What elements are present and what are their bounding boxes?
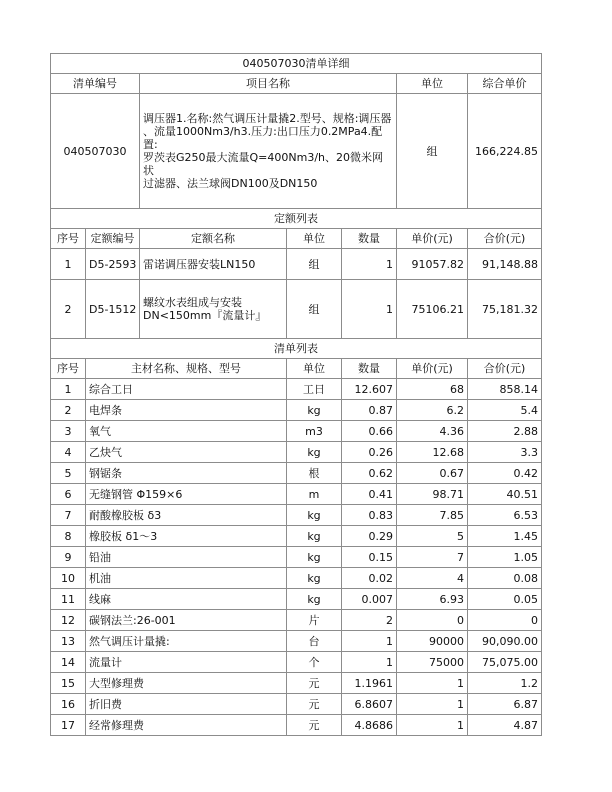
list-no: 11 [51, 589, 86, 610]
list-unit: kg [287, 442, 342, 463]
list-no: 12 [51, 610, 86, 631]
list-name: 机油 [86, 568, 287, 589]
list-no: 15 [51, 673, 86, 694]
list-price: 4.36 [397, 421, 468, 442]
list-total: 5.4 [468, 400, 542, 421]
list-total: 4.87 [468, 715, 542, 736]
list-total: 6.87 [468, 694, 542, 715]
list-no: 7 [51, 505, 86, 526]
list-name: 碳钢法兰:26-001 [86, 610, 287, 631]
list-row [51, 484, 542, 505]
quota-price: 75106.21 [397, 280, 468, 339]
list-no: 2 [51, 400, 86, 421]
list-total: 0.08 [468, 568, 542, 589]
item-unit: 组 [397, 94, 468, 209]
list-price: 1 [397, 673, 468, 694]
quota-code: D5-2593 [86, 249, 140, 280]
list-name: 无缝钢管 Φ159×6 [86, 484, 287, 505]
list-unit: kg [287, 547, 342, 568]
list-qty: 0.007 [342, 589, 397, 610]
quota-header-total: 合价(元) [468, 229, 542, 249]
list-header-price: 单价(元) [397, 359, 468, 379]
quota-row [51, 280, 542, 339]
list-section-title: 清单列表 [51, 339, 542, 359]
list-price: 6.93 [397, 589, 468, 610]
list-name: 综合工日 [86, 379, 287, 400]
list-qty: 6.8607 [342, 694, 397, 715]
description-line: 罗茨表G250最大流量Q=400Nm3/h、20微米网状 [143, 151, 384, 177]
list-unit: 元 [287, 715, 342, 736]
list-unit: 工日 [287, 379, 342, 400]
list-header-total: 合价(元) [468, 359, 542, 379]
list-no: 5 [51, 463, 86, 484]
list-price: 98.71 [397, 484, 468, 505]
list-price: 7.85 [397, 505, 468, 526]
quota-header-name: 定额名称 [140, 229, 287, 249]
list-qty: 0.26 [342, 442, 397, 463]
material-list-body [51, 379, 542, 736]
list-price: 0.67 [397, 463, 468, 484]
description-line: 调压器1.名称:然气调压计量撬2.型号、规格:调压器 [143, 112, 392, 125]
quota-name [140, 280, 287, 339]
list-qty: 0.15 [342, 547, 397, 568]
list-total: 0.42 [468, 463, 542, 484]
quota-header-qty: 数量 [342, 229, 397, 249]
list-total: 3.3 [468, 442, 542, 463]
list-no: 13 [51, 631, 86, 652]
bill-detail-table [50, 53, 542, 736]
list-qty: 0.87 [342, 400, 397, 421]
list-qty: 0.66 [342, 421, 397, 442]
list-total: 90,090.00 [468, 631, 542, 652]
list-row [51, 610, 542, 631]
list-qty: 0.02 [342, 568, 397, 589]
quota-section-title: 定额列表 [51, 209, 542, 229]
list-price: 0 [397, 610, 468, 631]
list-name: 线麻 [86, 589, 287, 610]
list-total: 0 [468, 610, 542, 631]
list-no: 9 [51, 547, 86, 568]
list-unit: 台 [287, 631, 342, 652]
list-unit: kg [287, 589, 342, 610]
quota-total: 91,148.88 [468, 249, 542, 280]
quota-unit: 组 [287, 280, 342, 339]
table-title: 040507030清单详细 [51, 54, 542, 74]
list-no: 8 [51, 526, 86, 547]
list-name: 氧气 [86, 421, 287, 442]
list-price: 6.2 [397, 400, 468, 421]
quota-name-line: 雷诺调压器安装LN150 [143, 257, 256, 271]
list-price: 4 [397, 568, 468, 589]
list-qty: 1 [342, 652, 397, 673]
list-name: 然气调压计量撬: [86, 631, 287, 652]
list-price: 75000 [397, 652, 468, 673]
list-unit: 元 [287, 694, 342, 715]
quota-name-line: DN<150mm『流量计』 [143, 309, 267, 322]
quota-qty: 1 [342, 249, 397, 280]
list-header-row [51, 359, 542, 379]
list-qty: 0.83 [342, 505, 397, 526]
list-row [51, 715, 542, 736]
list-row [51, 694, 542, 715]
list-name: 电焊条 [86, 400, 287, 421]
list-price: 1 [397, 715, 468, 736]
main-item-row [51, 94, 542, 209]
list-no: 14 [51, 652, 86, 673]
quota-header-code: 定额编号 [86, 229, 140, 249]
list-price: 12.68 [397, 442, 468, 463]
header-code: 清单编号 [51, 74, 140, 94]
list-qty: 2 [342, 610, 397, 631]
list-row [51, 589, 542, 610]
list-price: 1 [397, 694, 468, 715]
list-price: 68 [397, 379, 468, 400]
list-header-unit: 单位 [287, 359, 342, 379]
list-qty: 12.607 [342, 379, 397, 400]
list-qty: 1.1961 [342, 673, 397, 694]
list-price: 7 [397, 547, 468, 568]
list-unit: kg [287, 505, 342, 526]
quota-code: D5-1512 [86, 280, 140, 339]
header-unit: 单位 [397, 74, 468, 94]
quota-name [140, 249, 287, 280]
quota-section-title-row [51, 209, 542, 229]
quota-qty: 1 [342, 280, 397, 339]
list-qty: 0.62 [342, 463, 397, 484]
item-description [140, 94, 397, 209]
list-no: 1 [51, 379, 86, 400]
list-total: 0.05 [468, 589, 542, 610]
list-total: 858.14 [468, 379, 542, 400]
list-row [51, 442, 542, 463]
list-unit: m [287, 484, 342, 505]
list-row [51, 673, 542, 694]
list-total: 1.45 [468, 526, 542, 547]
quota-unit: 组 [287, 249, 342, 280]
list-unit: 个 [287, 652, 342, 673]
list-name: 橡胶板 δ1～3 [86, 526, 287, 547]
list-total: 1.2 [468, 673, 542, 694]
list-name: 钢锯条 [86, 463, 287, 484]
list-unit: kg [287, 526, 342, 547]
list-no: 16 [51, 694, 86, 715]
list-name: 折旧费 [86, 694, 287, 715]
list-name: 流量计 [86, 652, 287, 673]
table-title-row [51, 54, 542, 74]
quota-row [51, 249, 542, 280]
list-row [51, 568, 542, 589]
quota-header-price: 单价(元) [397, 229, 468, 249]
list-total: 40.51 [468, 484, 542, 505]
quota-total: 75,181.32 [468, 280, 542, 339]
header-name: 项目名称 [140, 74, 397, 94]
item-price: 166,224.85 [468, 94, 542, 209]
description-line: 过滤器、法兰球阀DN100及DN150 [143, 177, 318, 190]
list-no: 3 [51, 421, 86, 442]
list-header-no: 序号 [51, 359, 86, 379]
list-unit: kg [287, 568, 342, 589]
quota-header-unit: 单位 [287, 229, 342, 249]
list-name: 乙炔气 [86, 442, 287, 463]
list-row [51, 400, 542, 421]
list-unit: kg [287, 400, 342, 421]
quota-price: 91057.82 [397, 249, 468, 280]
list-row [51, 652, 542, 673]
list-row [51, 505, 542, 526]
list-no: 6 [51, 484, 86, 505]
list-no: 10 [51, 568, 86, 589]
list-row [51, 463, 542, 484]
list-unit: m3 [287, 421, 342, 442]
list-unit: 根 [287, 463, 342, 484]
item-code: 040507030 [51, 94, 140, 209]
list-total: 1.05 [468, 547, 542, 568]
list-qty: 0.41 [342, 484, 397, 505]
list-unit: 片 [287, 610, 342, 631]
list-qty: 1 [342, 631, 397, 652]
list-header-name: 主材名称、规格、型号 [86, 359, 287, 379]
list-unit: 元 [287, 673, 342, 694]
list-row [51, 379, 542, 400]
main-header-row [51, 74, 542, 94]
list-total: 75,075.00 [468, 652, 542, 673]
list-no: 17 [51, 715, 86, 736]
list-name: 经常修理费 [86, 715, 287, 736]
list-name: 铅油 [86, 547, 287, 568]
list-qty: 0.29 [342, 526, 397, 547]
header-price: 综合单价 [468, 74, 542, 94]
list-name: 大型修理费 [86, 673, 287, 694]
list-row [51, 526, 542, 547]
list-row [51, 631, 542, 652]
quota-name-line: 螺纹水表组成与安装 [143, 296, 242, 309]
quota-no: 1 [51, 249, 86, 280]
list-section-title-row [51, 339, 542, 359]
list-price: 5 [397, 526, 468, 547]
list-qty: 4.8686 [342, 715, 397, 736]
quota-header-row [51, 229, 542, 249]
list-header-qty: 数量 [342, 359, 397, 379]
list-row [51, 547, 542, 568]
description-line: 、流量1000Nm3/h3.压力:出口压力0.2MPa4.配置: [143, 125, 383, 151]
list-price: 90000 [397, 631, 468, 652]
list-total: 2.88 [468, 421, 542, 442]
list-total: 6.53 [468, 505, 542, 526]
list-name: 耐酸橡胶板 δ3 [86, 505, 287, 526]
list-row [51, 421, 542, 442]
quota-header-no: 序号 [51, 229, 86, 249]
quota-no: 2 [51, 280, 86, 339]
list-no: 4 [51, 442, 86, 463]
